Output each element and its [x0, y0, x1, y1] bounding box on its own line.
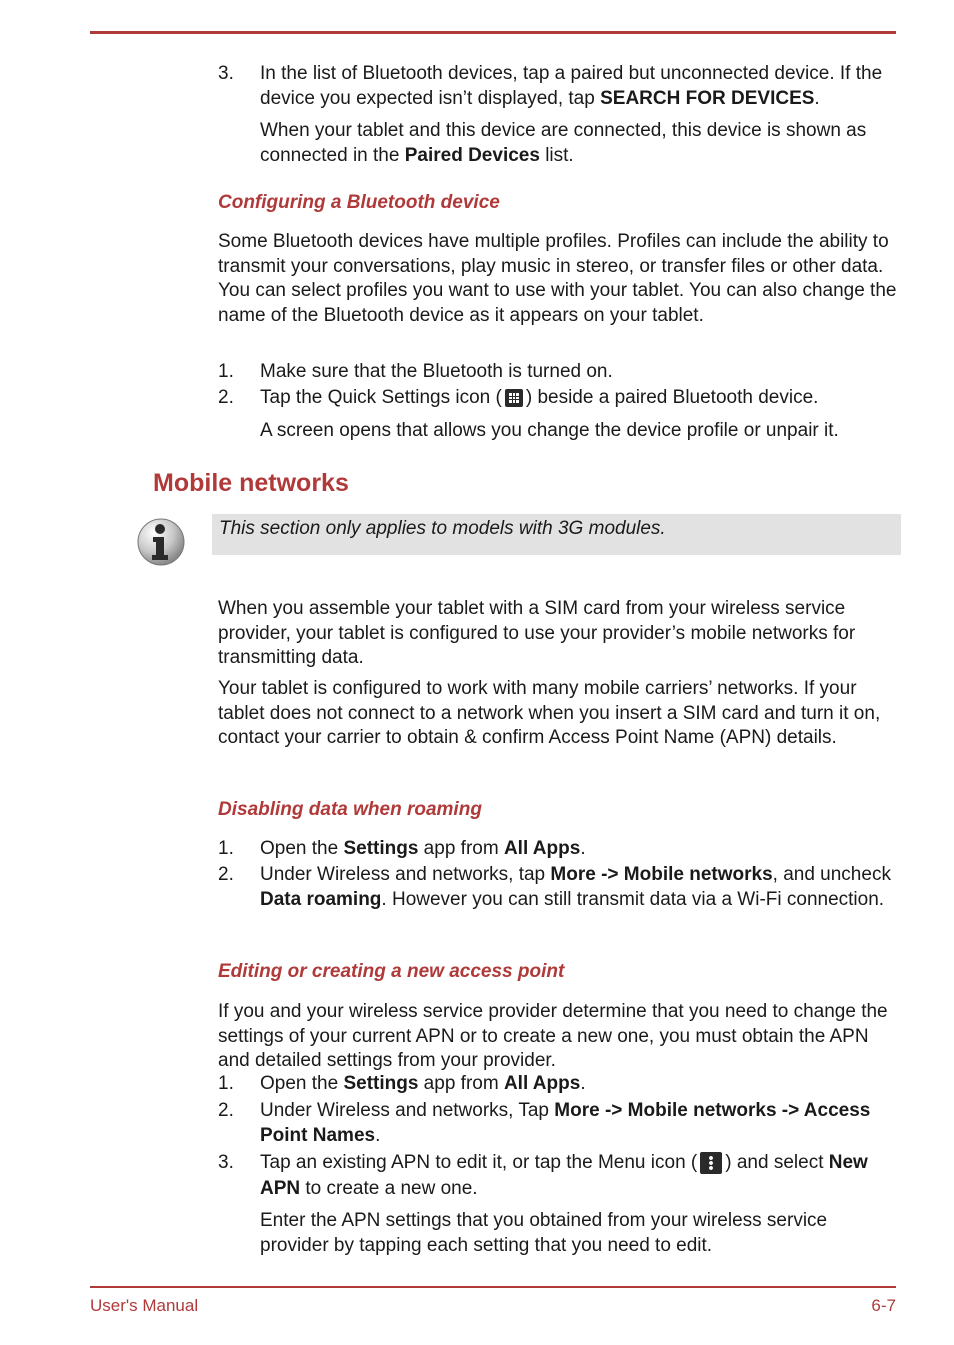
section-heading: Editing or creating a new access point — [218, 961, 565, 982]
step-note: When your tablet and this device are connected, this device is shown as connected in the Paired Devices list. — [260, 120, 867, 166]
section-heading: Disabling data when roaming — [218, 799, 482, 820]
step-text: Under Wireless and networks, Tap More -> Mobile networks -> Access Point Names. — [260, 1100, 871, 1146]
step-text: Under Wireless and networks, tap More -> Mobile networks, and uncheck Data roaming. However you can still transmit data via a Wi-Fi connection. — [260, 864, 891, 910]
paragraph: Your tablet is configured to work with many mobile carriers’ networks. If your tablet does not connect to a network when you insert a SIM card and turn it on, contact your carrier to obtain & confirm Access Point Name (APN) details. — [218, 678, 881, 748]
footer-rule — [90, 1286, 896, 1288]
step-number: 1. — [218, 838, 234, 859]
list-item — [218, 1150, 898, 1202]
step-note: Enter the APN settings that you obtained from your wireless service provider by tapping each setting that you need to edit. — [260, 1210, 828, 1256]
list-item — [218, 360, 898, 385]
step-text: Make sure that the Bluetooth is turned on. — [260, 361, 613, 382]
quick-settings-icon — [505, 389, 523, 407]
step-text: In the list of Bluetooth devices, tap a paired but unconnected device. If the device you expected isn’t displayed, tap SEARCH FOR DEVICES. — [260, 63, 883, 109]
header-rule — [90, 31, 896, 34]
list-item — [218, 837, 898, 862]
step-number: 3. — [218, 1152, 234, 1173]
paragraph: Some Bluetooth devices have multiple profiles. Profiles can include the ability to transmit your conversations, play music in stereo, or transfer files or other data. You can select profiles you want to use with your tablet. You can also change the name of the Bluetooth device as it appears on your tablet. — [218, 231, 897, 326]
list-item — [218, 1072, 898, 1097]
step-text: Tap an existing APN to edit it, or tap the Menu icon ( ) and select New APN to create a new one. — [260, 1152, 868, 1199]
page-number: 6-7 — [871, 1296, 896, 1315]
paragraph: When you assemble your tablet with a SIM card from your wireless service provider, your tablet is configured to use your provider’s mobile networks for transmitting data. — [218, 598, 856, 668]
step-number: 2. — [218, 864, 234, 885]
step-number: 3. — [218, 63, 234, 84]
note-text: This section only applies to models with 3G modules. — [219, 518, 666, 539]
list-item — [218, 62, 898, 111]
menu-icon — [700, 1152, 722, 1174]
step-number: 1. — [218, 361, 234, 382]
footer-title: User's Manual — [90, 1296, 199, 1315]
list-item — [218, 863, 898, 912]
page-title: Mobile networks — [153, 469, 349, 497]
paragraph: If you and your wireless service provider determine that you need to change the settings of your current APN or to create a new one, you must obtain the APN and detailed settings from your provider. — [218, 1001, 888, 1071]
info-icon — [136, 517, 186, 567]
step-text: Open the Settings app from All Apps. — [260, 1073, 586, 1094]
step-number: 2. — [218, 387, 234, 408]
step-number: 1. — [218, 1073, 234, 1094]
step-text: Tap the Quick Settings icon ( ) beside a paired Bluetooth device. — [260, 387, 819, 408]
step-text: Open the Settings app from All Apps. — [260, 838, 586, 859]
list-item — [218, 1099, 898, 1148]
section-heading: Configuring a Bluetooth device — [218, 192, 500, 213]
list-item — [218, 386, 898, 411]
note-box — [212, 514, 901, 555]
step-number: 2. — [218, 1100, 234, 1121]
step-note: A screen opens that allows you change the device profile or unpair it. — [260, 420, 839, 441]
